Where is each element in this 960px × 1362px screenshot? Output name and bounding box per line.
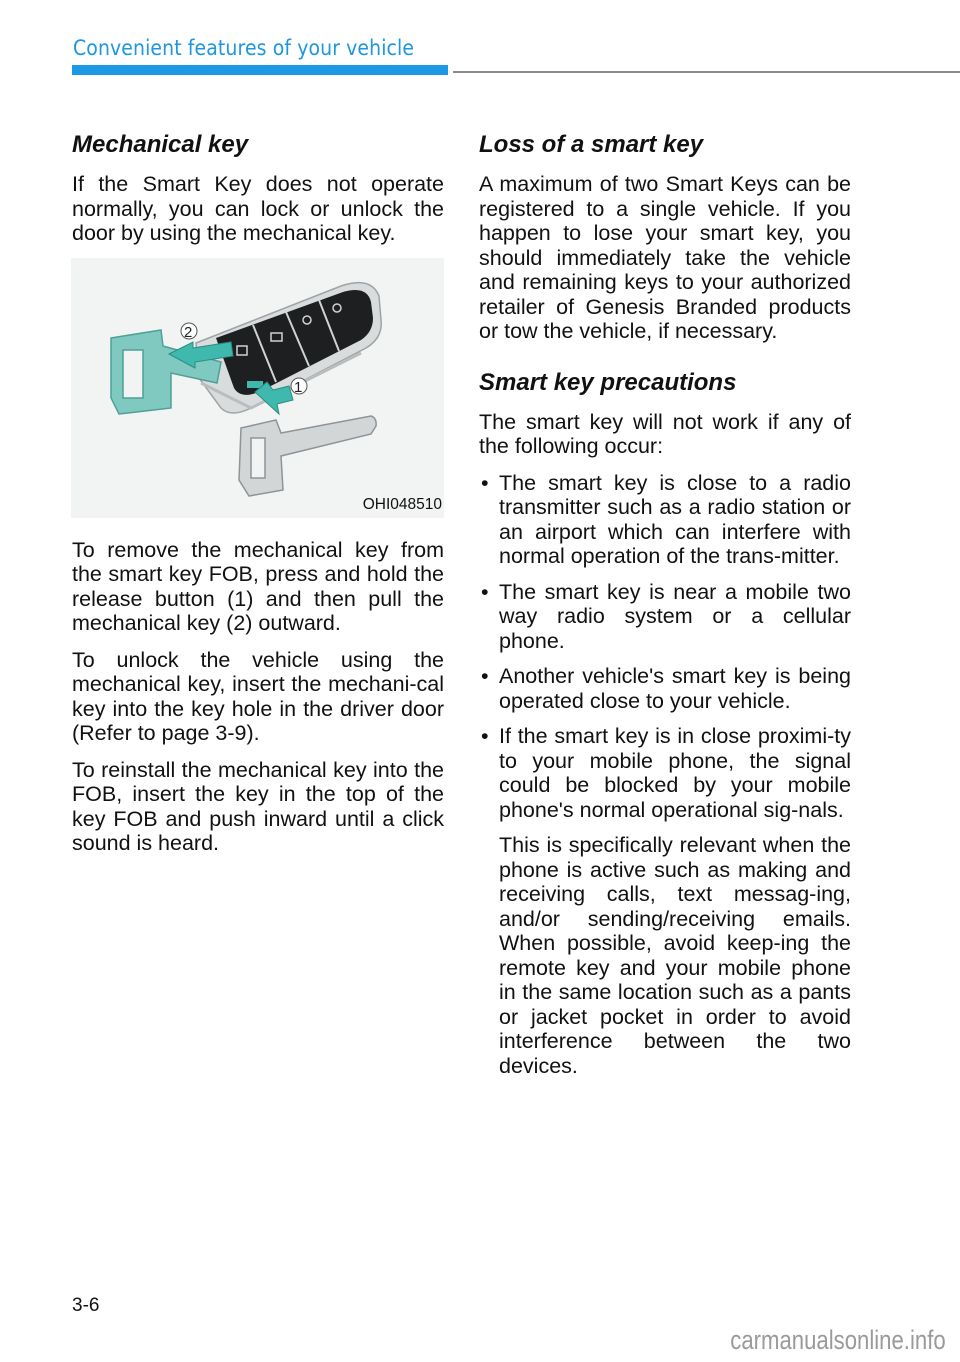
key-fob-drawing <box>71 258 444 518</box>
figure-code: OHI048510 <box>362 495 442 513</box>
remove-key-paragraph: To remove the mechanical key from the smart key FOB, press and hold the release button (1) and then pull the mechanical key (2) outward. <box>72 537 444 635</box>
mechanical-key-intro: If the Smart Key does not operate normally, you can lock or unlock the door by using the mechanical key. <box>72 172 444 245</box>
bullet-icon: • <box>481 724 489 748</box>
callout-2-label: 2 <box>184 323 193 341</box>
list-item-text: The smart key is close to a radio transmitter such as a radio station or an airport which can interfere with normal operation of the trans-mitter. <box>499 470 851 568</box>
section-title: Convenient features of your vehicle <box>73 36 415 60</box>
mechanical-key-icon <box>239 416 376 496</box>
bullet-icon: • <box>481 579 489 604</box>
bullet-icon: • <box>481 470 489 495</box>
heading-loss-of-smart-key: Loss of a smart key <box>479 131 704 158</box>
list-item-text: The smart key is near a mobile two way radio system or a cellular phone. <box>499 579 851 653</box>
list-item-text: Another vehicle's smart key is being operated close to your vehicle. <box>499 664 851 713</box>
list-item <box>479 724 851 1078</box>
precautions-intro: The smart key will not work if any of the following occur: <box>479 409 851 458</box>
list-item <box>479 471 851 569</box>
heading-smart-key-precautions: Smart key precautions <box>479 368 737 396</box>
right-column <box>479 128 851 1089</box>
unlock-vehicle-paragraph: To unlock the vehicle using the mechanical key, insert the mechani-cal key into the key hole in the driver door (Refer to page 3-9). <box>72 647 444 745</box>
header-divider <box>453 71 960 73</box>
callout-1-label: 1 <box>294 378 303 396</box>
list-item <box>479 664 851 713</box>
loss-of-smart-key-body: A maximum of two Smart Keys can be registered to a single vehicle. If you happen to lose your smart key, you should immediately take the vehicle and remaining keys to your authorized retailer of Genesis Branded products or tow the vehicle, if necessary. <box>479 172 851 343</box>
watermark: carmanualsonline.info <box>730 1325 946 1355</box>
bullet-icon: • <box>481 664 489 688</box>
page-number: 3-6 <box>72 1295 100 1316</box>
list-item-note: This is specifically relevant when the phone is active such as making and receiving calls, text messag-ing, and/or sending/receiving emails. When possible, avoid keep-ing the remote key and your mobile phone in the same location such as a pants or jacket pocket in order to avoid interference between the two devices. <box>499 833 851 1078</box>
smart-key-illustration <box>71 258 444 518</box>
list-item <box>479 580 851 654</box>
precautions-list <box>479 471 851 1079</box>
heading-mechanical-key: Mechanical key <box>72 131 249 158</box>
left-column <box>72 128 444 868</box>
section-title-accent-bar <box>72 65 448 75</box>
list-item-text: If the smart key is in close proximi-ty to your mobile phone, the signal could be blocked by your mobile phone's normal operational sig-nals. <box>499 724 851 822</box>
reinstall-key-paragraph: To reinstall the mechanical key into the FOB, insert the key in the top of the key FOB and push inward until a click sound is heard. <box>72 757 444 855</box>
